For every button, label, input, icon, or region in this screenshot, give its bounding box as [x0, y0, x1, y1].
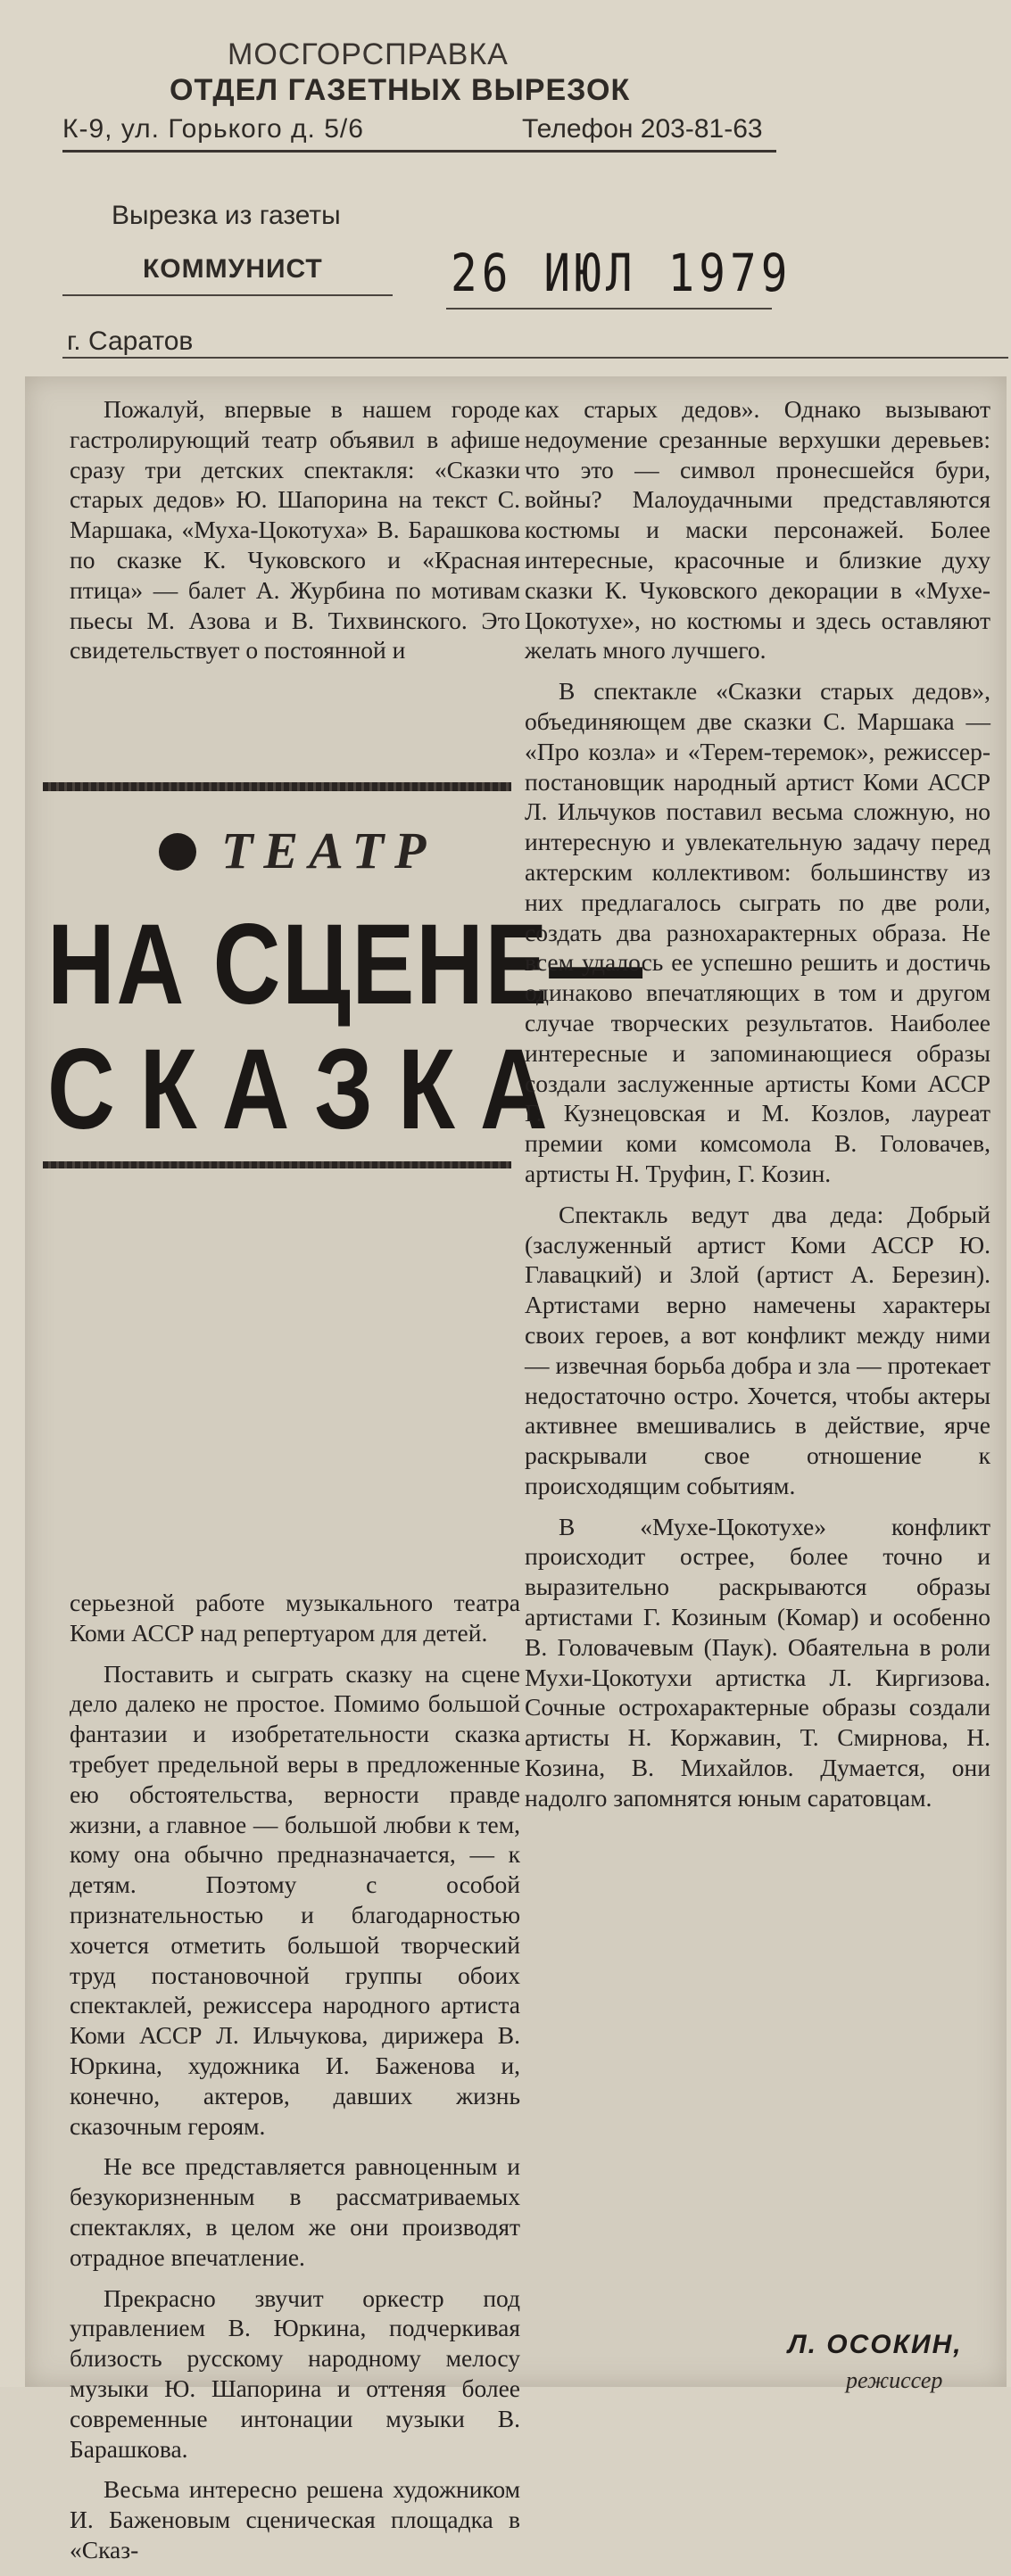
headline-line-1: НА СЦЕНЕ—	[47, 901, 644, 1028]
paragraph: В «Мухе-Цокотухе» конфликт происходит острее, более точно и выразительно раскрываются образы артистами Г. Козиным (Комар) и особенно В. Головачевым (Паук). Обаятельна в роли Мухи-Цокотухи артистка Л. Киргизова. Сочные острохарактерные образы создали артисты Н. Коржавин, Т. Смирнова, Н. Козина, В. Михайлов. Думается, они надолго запомнятся юным саратовцам.	[525, 1512, 990, 1812]
paragraph: Весьма интересно решена художником И. Баженовым сценическая площадка в «Сказ-	[70, 2475, 520, 2564]
paragraph: ках старых дедов». Однако вызывают недоумение срезанные верхушки деревьев: что это — символ пронесшейся бури, войны? Малоудачными представляются костюмы и маски персонажей. Более интересные, красочные и близкие духу сказки К. Чуковского декорации в «Мухе-Цокотухе», но костюмы и здесь оставляют желать много лучшего.	[525, 395, 990, 665]
agency-phone: Телефон 203-81-63	[522, 114, 763, 144]
agency-address: К-9, ул. Горького д. 5/6	[62, 114, 364, 144]
bullet-icon	[159, 833, 196, 871]
section-label: ТЕАТР	[221, 822, 437, 879]
newspaper-rule	[62, 294, 393, 296]
author-signature: Л. ОСОКИН,	[788, 2330, 963, 2359]
article-column-left-bottom	[70, 1588, 520, 2576]
paragraph: В спектакле «Сказки старых дедов», объединяющем две сказки С. Маршака — «Про козла» и «Терем-теремок», режиссер-постановщик народный артист Коми АССР Л. Ильчуков поставил весьма сложную, но интересную и увлекательную задачу перед актерским коллективом: большинству из них предлагалось сыграть по две роли, создать два разнохарактерных образа. Не всем удалось ее успешно решить и достичь одинаково впечатляющих в том и другом случае творческих результатов. Наиболее интересные и запоминающиеся образы создали заслуженные артисты Коми АССР Г. Кузнецовская и М. Козлов, лауреат премии коми комсомола В. Головачев, артисты Н. Труфин, Г. Козин.	[525, 677, 990, 1187]
city-rule	[62, 357, 1008, 359]
agency-name: МОСГОРСПРАВКА	[228, 37, 509, 71]
header-rule	[62, 150, 776, 153]
clip-label: Вырезка из газеты	[112, 201, 341, 230]
paragraph: Спектакль ведут два деда: Добрый (заслуженный артист Коми АССР Ю. Главацкий) и Злой (артист А. Березин). Артистами верно намечены характеры своих героев, а вот конфликт между ними — извечная борьба добра и зла — протекает недостаточно остро. Хочется, чтобы актеры активнее вмешивались в действие, ярче раскрывали свое отношение к происходящим событиям.	[525, 1200, 990, 1499]
paragraph: Пожалуй, впервые в нашем городе гастролирующий театр объявил в афише сразу три детских спектакля: «Сказки старых дедов» Ю. Шапорина на текст С. Маршака, «Муха-Цокотуха» В. Барашкова по сказке К. Чуковского и «Красная птица» — балет А. Журбина по мотивам пьесы М. Азова и В. Тихвинского. Это свидетельствует о постоянной и	[70, 395, 520, 665]
headline-rule-bottom	[43, 1161, 511, 1168]
paragraph: Не все представляется равноценным и безукоризненным в рассматриваемых спектаклях, в целом же они производят отрадное впечатление.	[70, 2152, 520, 2271]
article-column-right	[525, 394, 990, 1824]
city-name: г. Саратов	[67, 326, 194, 356]
newspaper-clipping	[25, 376, 1007, 2564]
date-stamp: 26 ИЮЛ 1979	[451, 243, 792, 303]
paragraph: Поставить и сыграть сказку на сцене дело далеко не простое. Помимо большой фантазии и изобретательности сказка требует предельной веры в предложенные ею обстоятельства, верности правде жизни, а главное — большой любви к тем, кому она обычно предназначается, — к детям. Поэтому с особой признательностью и благодарностью хочется отметить большой творческий труд постановочной группы обоих спектаклей, режиссера народного артиста Коми АССР Л. Ильчукова, дирижера В. Юркина, художника И. Баженова и, конечно, актеров, давших жизнь сказочным героям.	[70, 1659, 520, 2140]
newspaper-name: КОММУНИСТ	[143, 254, 323, 284]
headline-rule-top	[43, 782, 511, 791]
paragraph: серьезной работе музыкального театра Коми АССР над репертуаром для детей.	[70, 1589, 520, 1647]
author-role: режиссер	[846, 2367, 943, 2393]
article-column-left-top	[70, 394, 520, 676]
paragraph: Прекрасно звучит оркестр под управлением В. Юркина, подчеркивая близость русскому народному мелосу музыки Ю. Шапорина и оттеняя более современные интонации музыки В. Барашкова.	[70, 2283, 520, 2463]
headline-line-2: СКАЗКА	[47, 1026, 573, 1153]
date-rule	[446, 308, 772, 310]
department-name: ОТДЕЛ ГАЗЕТНЫХ ВЫРЕЗОК	[170, 73, 631, 107]
